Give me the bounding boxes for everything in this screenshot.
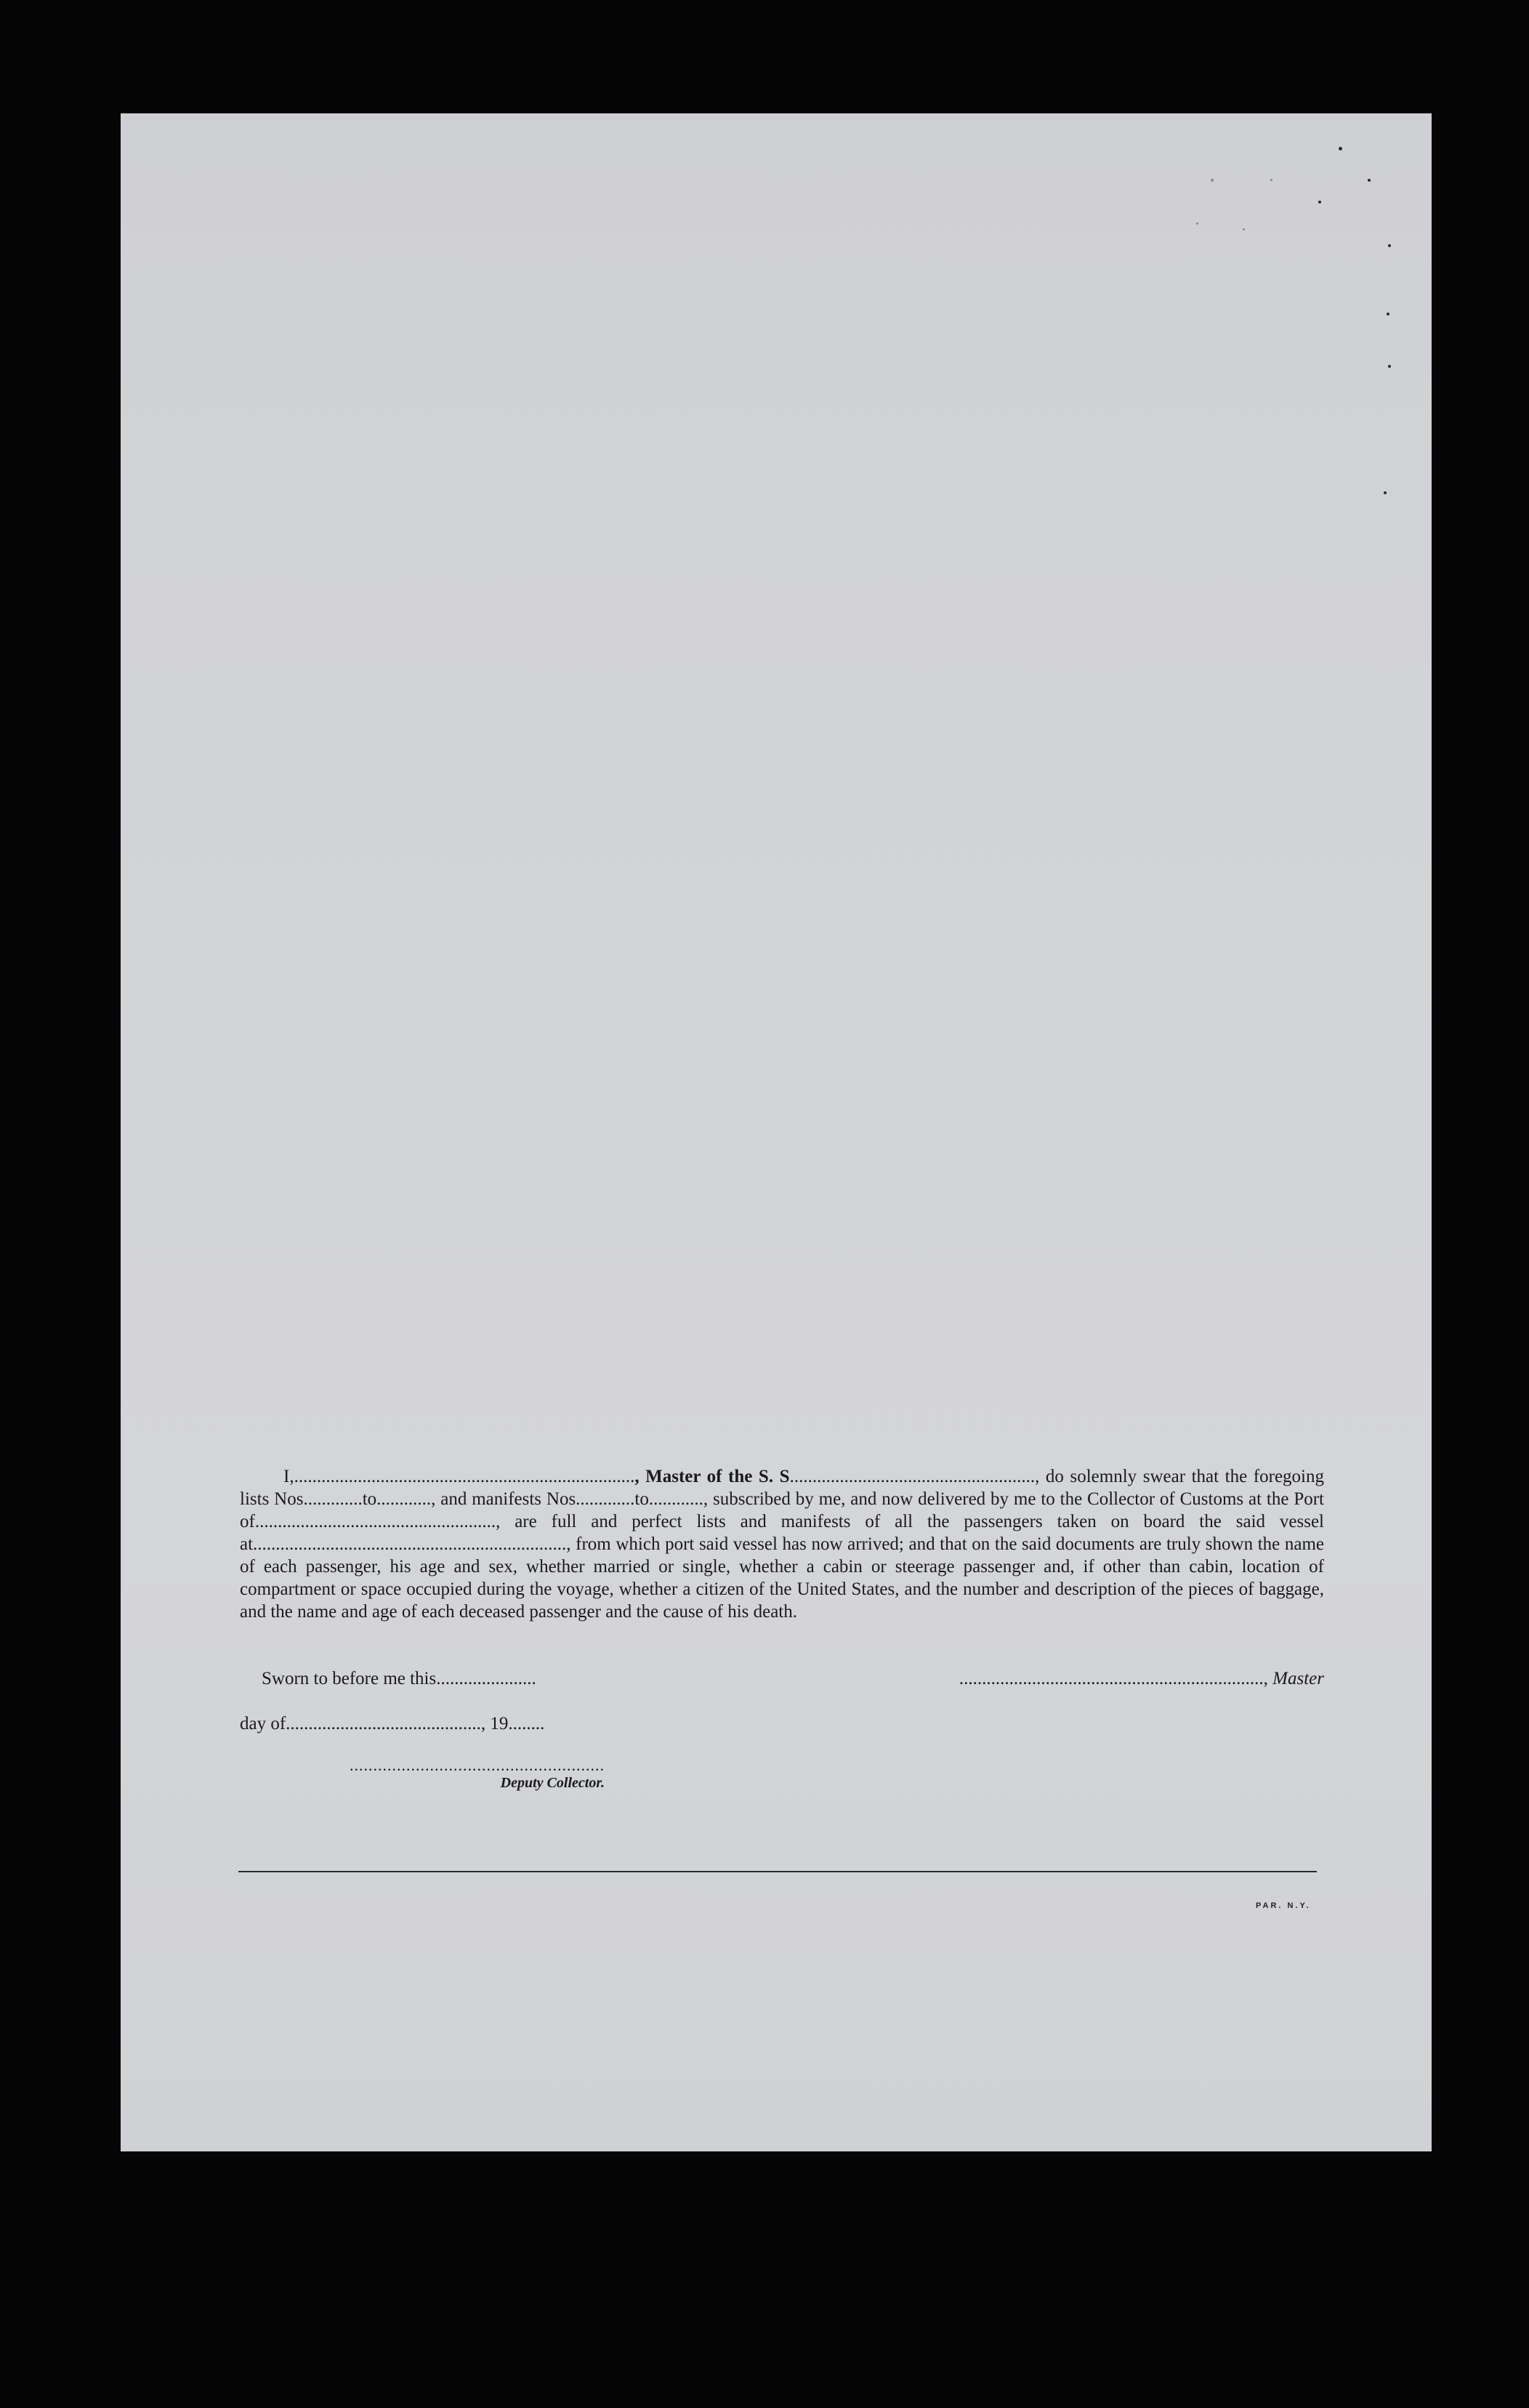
ink-speck [1270, 179, 1272, 181]
ink-speck [1211, 179, 1214, 182]
deputy-signature-blank: ...................................................... [350, 1756, 605, 1774]
day-of-line: day of..........................................., 19........ [240, 1714, 545, 1733]
form-page [121, 113, 1432, 2151]
oath-paragraph [240, 1465, 1324, 1623]
bottom-rule [238, 1871, 1317, 1872]
deputy-collector-label: Deputy Collector. [500, 1775, 605, 1791]
ink-speck [1318, 201, 1321, 204]
oath-master-of-ss: , Master of the S. S [634, 1467, 790, 1486]
master-signature-blank: ..................................................................., [959, 1669, 1268, 1688]
ink-speck [1388, 244, 1391, 247]
oath-line1-end: , do solemnly [1035, 1467, 1137, 1486]
master-label: Master [1272, 1669, 1324, 1688]
master-signature-line [959, 1669, 1324, 1689]
ink-speck [1339, 147, 1342, 150]
ink-speck [1384, 491, 1387, 494]
vessel-name-blank: ...................................................... [789, 1467, 1036, 1486]
master-name-blank: ........................................................................... [294, 1467, 635, 1486]
ink-speck [1243, 228, 1245, 230]
printer-mark: PAR. N.Y. [1256, 1901, 1311, 1910]
sworn-to-label: Sworn to before me this...................... [262, 1669, 536, 1688]
ink-speck [1387, 313, 1389, 315]
oath-body: swear that the foregoing lists Nos.............to............, and manifests Nos.............to............, subscribed by me, and now delivered by me to the Collector of Customs at the Port of....................................................., are full and perfect lists and manifests of all the passengers taken on board the said vessel at....................................................................., from which port said vessel has now arrived; and that on the said documents are truly shown the name of each passenger, his age and sex, whether married or single, whether a cabin or steerage passenger and, if other than cabin, location of compartment or space occupied during the voyage, whether a citizen of the United States, and the number and description of the pieces of baggage, and the name and age of each deceased passenger and the cause of his death. [240, 1467, 1324, 1622]
oath-line1-start: I, [283, 1467, 294, 1486]
ink-speck [1368, 179, 1371, 182]
ink-speck [1388, 365, 1391, 368]
ink-speck [1196, 222, 1198, 225]
deputy-collector-signature [285, 1757, 605, 1792]
